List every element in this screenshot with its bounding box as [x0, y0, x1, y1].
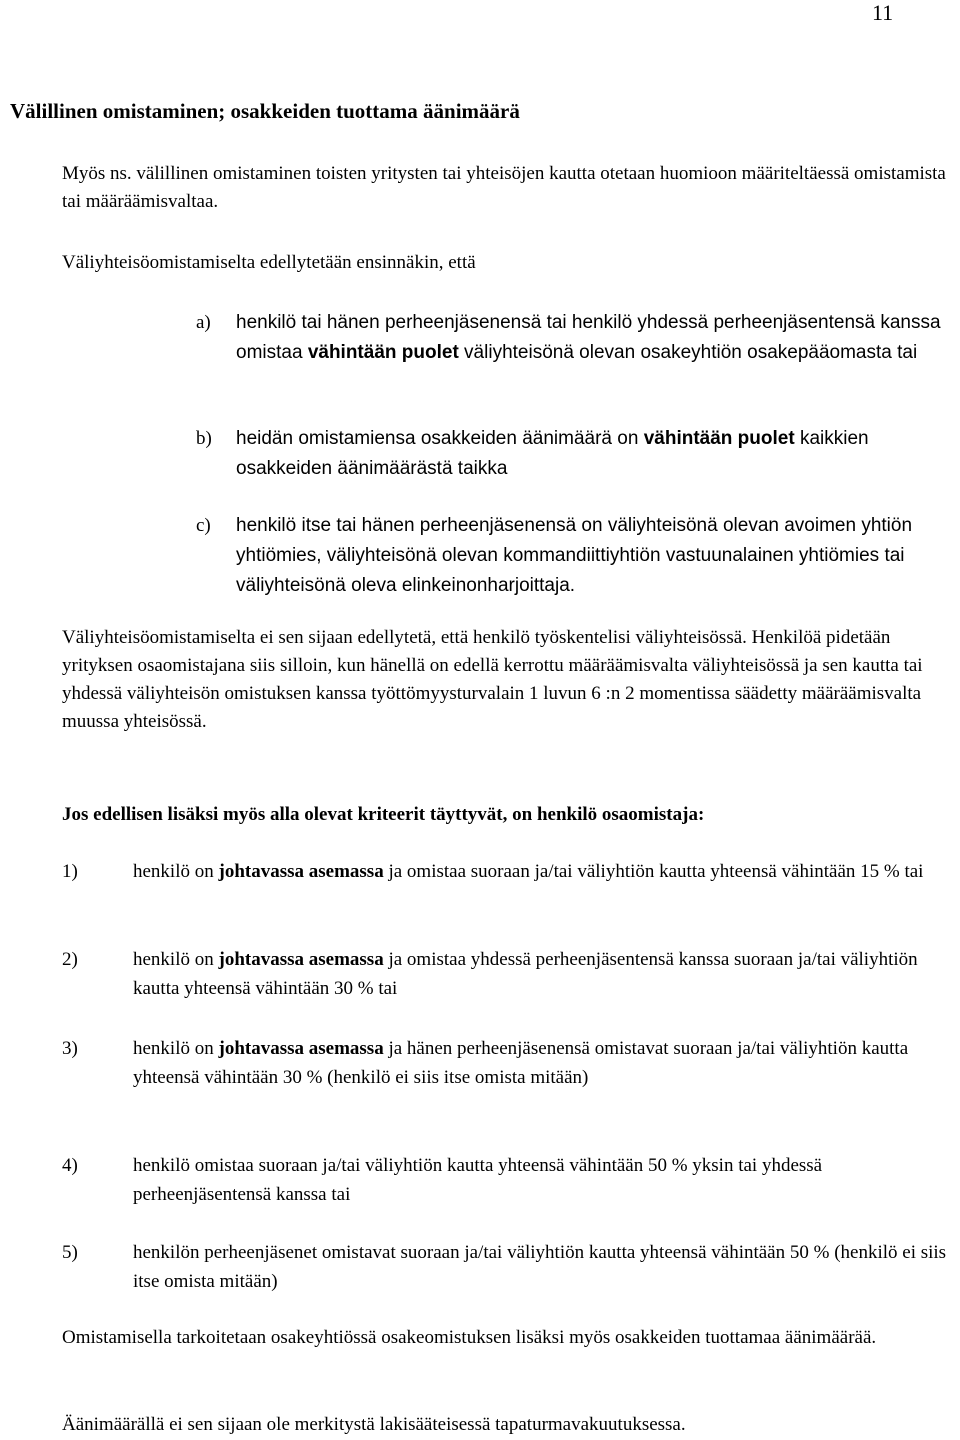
criteria-text: henkilö on johtavassa asemassa ja omistaa yhdessä perheenjäsentensä kanssa suoraan ja/tai väliyhtiön kautta yhteensä vähintään 30 % tai [133, 949, 918, 999]
criteria-marker: 1) [62, 861, 78, 882]
criteria-heading: Jos edellisen lisäksi myös alla olevat kriteerit täyttyvät, on henkilö osaomistaja: [62, 804, 705, 825]
sub-item-c [196, 511, 956, 601]
page-number: 11 [872, 0, 894, 25]
votes-note: Äänimäärällä ei sen sijaan ole merkitystä lakisääteisessä tapaturmavakuutuksessa. [62, 1414, 686, 1435]
criteria-marker: 2) [62, 949, 78, 970]
criteria-text: henkilö on johtavassa asemassa ja omistaa suoraan ja/tai väliyhtiön kautta yhteensä vähintään 15 % tai [133, 861, 924, 882]
criteria-marker: 4) [62, 1155, 78, 1176]
sub-item-marker: a) [196, 312, 211, 333]
criteria-marker: 3) [62, 1038, 78, 1059]
sub-item-a [196, 308, 956, 368]
criteria-text: henkilö omistaa suoraan ja/tai väliyhtiön kautta yhteensä vähintään 50 % yksin tai yhdessä perheenjäsentensä kanssa tai [133, 1155, 823, 1205]
sub-item-text: henkilö tai hänen perheenjäsenensä tai henkilö yhdessä perheenjäsentensä kanssa omistaa vähintään puolet väliyhteisönä olevan osakeyhtiön osakepääomasta tai [236, 312, 941, 363]
criteria-marker: 5) [62, 1242, 78, 1263]
ownership-note: Omistamisella tarkoitetaan osakeyhtiössä osakeomistuksen lisäksi myös osakkeiden tuottamaa äänimäärää. [62, 1327, 877, 1348]
criteria-item-3 [62, 1034, 958, 1092]
sub-item-marker: b) [196, 428, 212, 449]
intermediate-intro: Väliyhteisöomistamiselta edellytetään ensinnäkin, että [62, 252, 476, 273]
not-required-paragraph: Väliyhteisöomistamiselta ei sen sijaan edellytetä, että henkilö työskentelisi väliyhteisössä. Henkilöä pidetään yrityksen osaomistajana siis silloin, kun hänellä on edellä kerrottu määräämisvalta väliyhteisössä ja sen kautta tai yhdessä väliyhteisön omistuksen kanssa työttömyysturvalain 1 luvun 6 :n 2 momentissa säädetty määräämisvalta muussa yhteisössä. [62, 627, 923, 732]
sub-item-marker: c) [196, 515, 211, 536]
criteria-item-4 [62, 1151, 958, 1209]
sub-item-b [196, 424, 956, 484]
criteria-item-1 [62, 857, 958, 886]
criteria-item-2 [62, 945, 958, 1003]
criteria-text: henkilön perheenjäsenet omistavat suoraan ja/tai väliyhtiön kautta yhteensä vähintään 50 % (henkilö ei siis itse omista mitään) [133, 1242, 947, 1292]
sub-item-text: henkilö itse tai hänen perheenjäsenensä on väliyhteisönä olevan avoimen yhtiön yhtiömies, väliyhteisönä olevan kommandiittiyhtiön vastuunalainen yhtiömies tai väliyhteisönä oleva elinkeinonharjoittaja. [236, 515, 913, 596]
intro-paragraph: Myös ns. välillinen omistaminen toisten yritysten tai yhteisöjen kautta otetaan huomioon määriteltäessä omistamista tai määräämisvaltaa. [62, 163, 946, 212]
criteria-text: henkilö on johtavassa asemassa ja hänen perheenjäsenensä omistavat suoraan ja/tai väliyhtiön kautta yhteensä vähintään 30 % (henkilö ei siis itse omista mitään) [133, 1038, 909, 1088]
section-heading: Välillinen omistaminen; osakkeiden tuottama äänimäärä [10, 99, 520, 123]
criteria-item-5 [62, 1238, 958, 1296]
sub-item-text: heidän omistamiensa osakkeiden äänimäärä on vähintään puolet kaikkien osakkeiden äänimäärästä taikka [236, 428, 869, 479]
